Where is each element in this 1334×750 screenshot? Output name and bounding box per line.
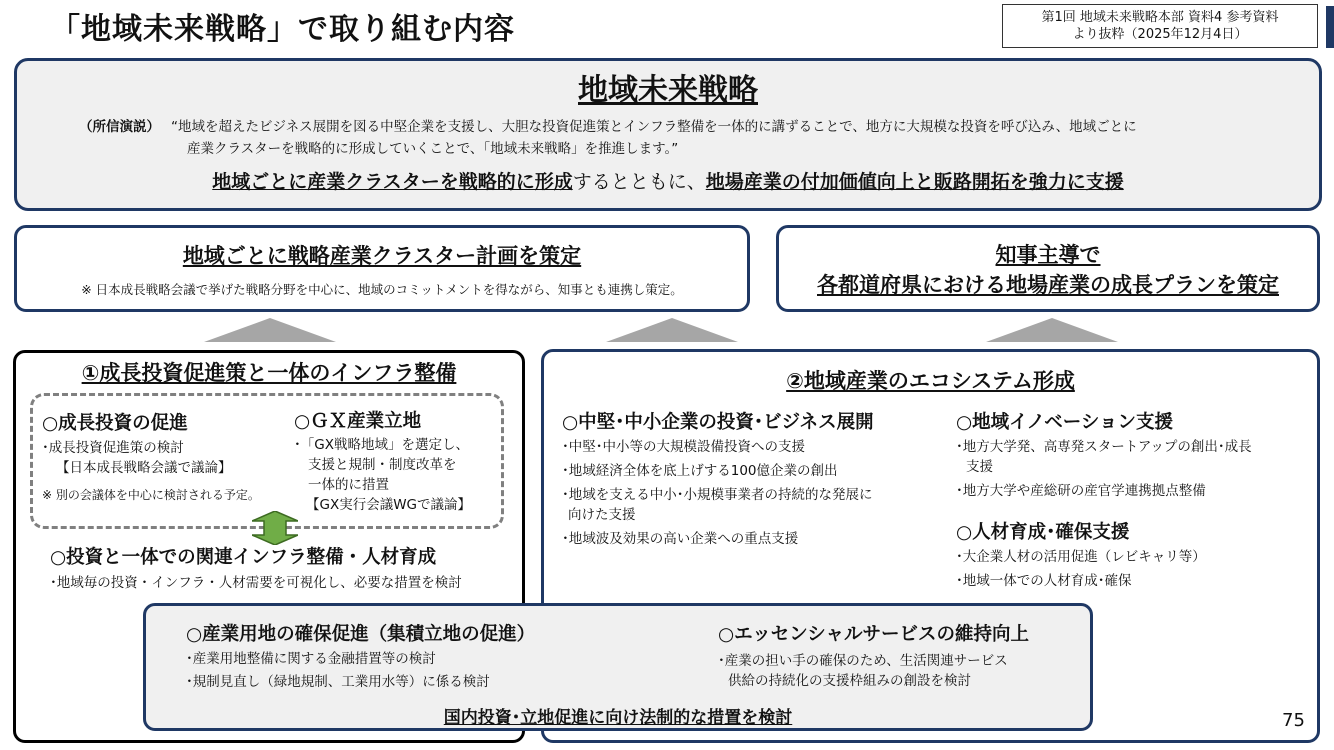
triangle-arrow-right <box>986 318 1118 342</box>
ecosystem-title: ②地域産業のエコシステム形成 <box>786 369 1075 393</box>
invest-promotion-heading: ○成長投資の促進 <box>42 413 188 434</box>
speech-label: （所信演説） <box>79 119 160 135</box>
triangle-arrow-center <box>606 318 738 342</box>
innovation-heading: ○地域イノベーション支援 <box>956 412 1174 433</box>
infra-talent-heading: ○投資と一体での関連インフラ整備・人材育成 <box>50 547 437 568</box>
cluster-plan-note: ※ 日本成長戦略会議で挙げた戦略分野を中心に、地域のコミットメントを得ながら、知事とも連携し策定。 <box>81 282 683 297</box>
source-note-line1: 第1回 地域未来戦略本部 資料4 参考資料 <box>1041 10 1279 25</box>
invest-promotion-note: ※ 別の会議体を中心に検討される予定。 <box>42 488 260 502</box>
invest-promotion-line2: 【日本成長戦略会議で議論】 <box>56 460 232 476</box>
industrial-land-heading: ○産業用地の確保促進（集積立地の促進） <box>186 624 536 645</box>
local-industry-plan-box <box>776 225 1320 312</box>
infra-talent-line1: ･地域毎の投資・インフラ・人材需要を可視化し、必要な措置を検討 <box>50 575 462 591</box>
talent-item-2: ･地域一体での人材育成･確保 <box>956 573 1132 589</box>
gx-industry-line2: 支援と規制・制度改革を <box>308 457 457 473</box>
innovation-item-1-cont: 支援 <box>966 459 993 475</box>
source-note-box <box>1002 4 1318 48</box>
sme-investment-heading: ○中堅･中小企業の投資･ビジネス展開 <box>562 412 874 433</box>
essential-service-line1: ･産業の担い手の確保のため、生活関連サービス <box>718 653 1008 669</box>
local-industry-plan-title <box>779 240 1317 300</box>
page-number: 75 <box>1282 710 1305 731</box>
slide-title: 「地域未来戦略」で取り組む内容 <box>50 12 515 47</box>
triangle-arrow-left <box>204 318 336 342</box>
sme-item-3-cont: 向けた支援 <box>568 507 636 523</box>
innovation-item-1: ･地方大学発、高専発スタートアップの創出･成長 <box>956 439 1252 455</box>
industrial-land-line2: ･規制見直し（緑地規制、工業用水等）に係る検討 <box>186 674 490 690</box>
essential-service-line2: 供給の持続化の支援枠組みの創設を検討 <box>728 673 971 689</box>
gx-industry-heading: ○ＧＸ産業立地 <box>294 411 422 432</box>
edge-accent-bar <box>1326 6 1334 48</box>
speech-quote-line1: “地域を超えたビジネス展開を図る中堅企業を支援し、大胆な投資促進策とインフラ整備を一体的に講ずることで、地方に大規模な投資を呼び込み、地域ごとに <box>171 119 1137 135</box>
legal-measures-summary: 国内投資･立地促進に向け法制的な措置を検討 <box>443 708 793 728</box>
sme-item-2: ･地域経済全体を底上げする100億企業の創出 <box>562 463 838 479</box>
sme-item-3: ･地域を支える中小･小規模事業者の持続的な発展に <box>562 487 873 503</box>
innovation-item-2: ･地方大学や産総研の産官学連携拠点整備 <box>956 483 1206 499</box>
summary-local-industry-text: 地場産業の付加価値向上と販路開拓を強力に支援 <box>705 171 1124 193</box>
domestic-investment-box <box>143 603 1093 731</box>
gx-industry-line4: 【GX実行会議WGで議論】 <box>306 497 472 513</box>
summary-cluster-text: 地域ごとに産業クラスターを戦略的に形成 <box>212 171 573 193</box>
up-down-arrow-icon <box>252 511 298 545</box>
sme-item-1: ･中堅･中小等の大規模設備投資への支援 <box>562 439 805 455</box>
source-note-line2: より抜粋（2025年12月4日） <box>1072 27 1248 42</box>
growth-investment-title: ①成長投資促進策と一体のインフラ整備 <box>81 361 457 385</box>
essential-service-heading: ○エッセンシャルサービスの維持向上 <box>718 624 1029 645</box>
strategy-summary-box <box>14 58 1322 211</box>
gx-industry-line3: 一体的に措置 <box>308 477 389 493</box>
cluster-plan-box <box>14 225 750 312</box>
strategy-heading: 地域未来戦略 <box>578 73 758 108</box>
talent-item-1: ･大企業人材の活用促進（レビキャリ等） <box>956 549 1206 565</box>
talent-heading: ○人材育成･確保支援 <box>956 522 1130 543</box>
industrial-land-line1: ･産業用地整備に関する金融措置等の検討 <box>186 651 436 667</box>
invest-promotion-line1: ･成長投資促進策の検討 <box>42 440 184 456</box>
summary-connector-text: するとともに、 <box>572 171 706 193</box>
speech-quote-line2: 産業クラスターを戦略的に形成していくことで、「地域未来戦略」を推進します。” <box>187 141 679 157</box>
cluster-plan-title: 地域ごとに戦略産業クラスター計画を策定 <box>182 244 582 268</box>
gx-industry-line1: ･「GX戦略地域」を選定し、 <box>294 437 469 453</box>
sme-item-4: ･地域波及効果の高い企業への重点支援 <box>562 531 799 547</box>
local-industry-plan-title-line2: 各都道府県における地場産業の成長プランを策定 <box>817 273 1279 297</box>
strategy-summary <box>17 167 1319 194</box>
local-industry-plan-title-line1: 知事主導で <box>995 243 1101 267</box>
